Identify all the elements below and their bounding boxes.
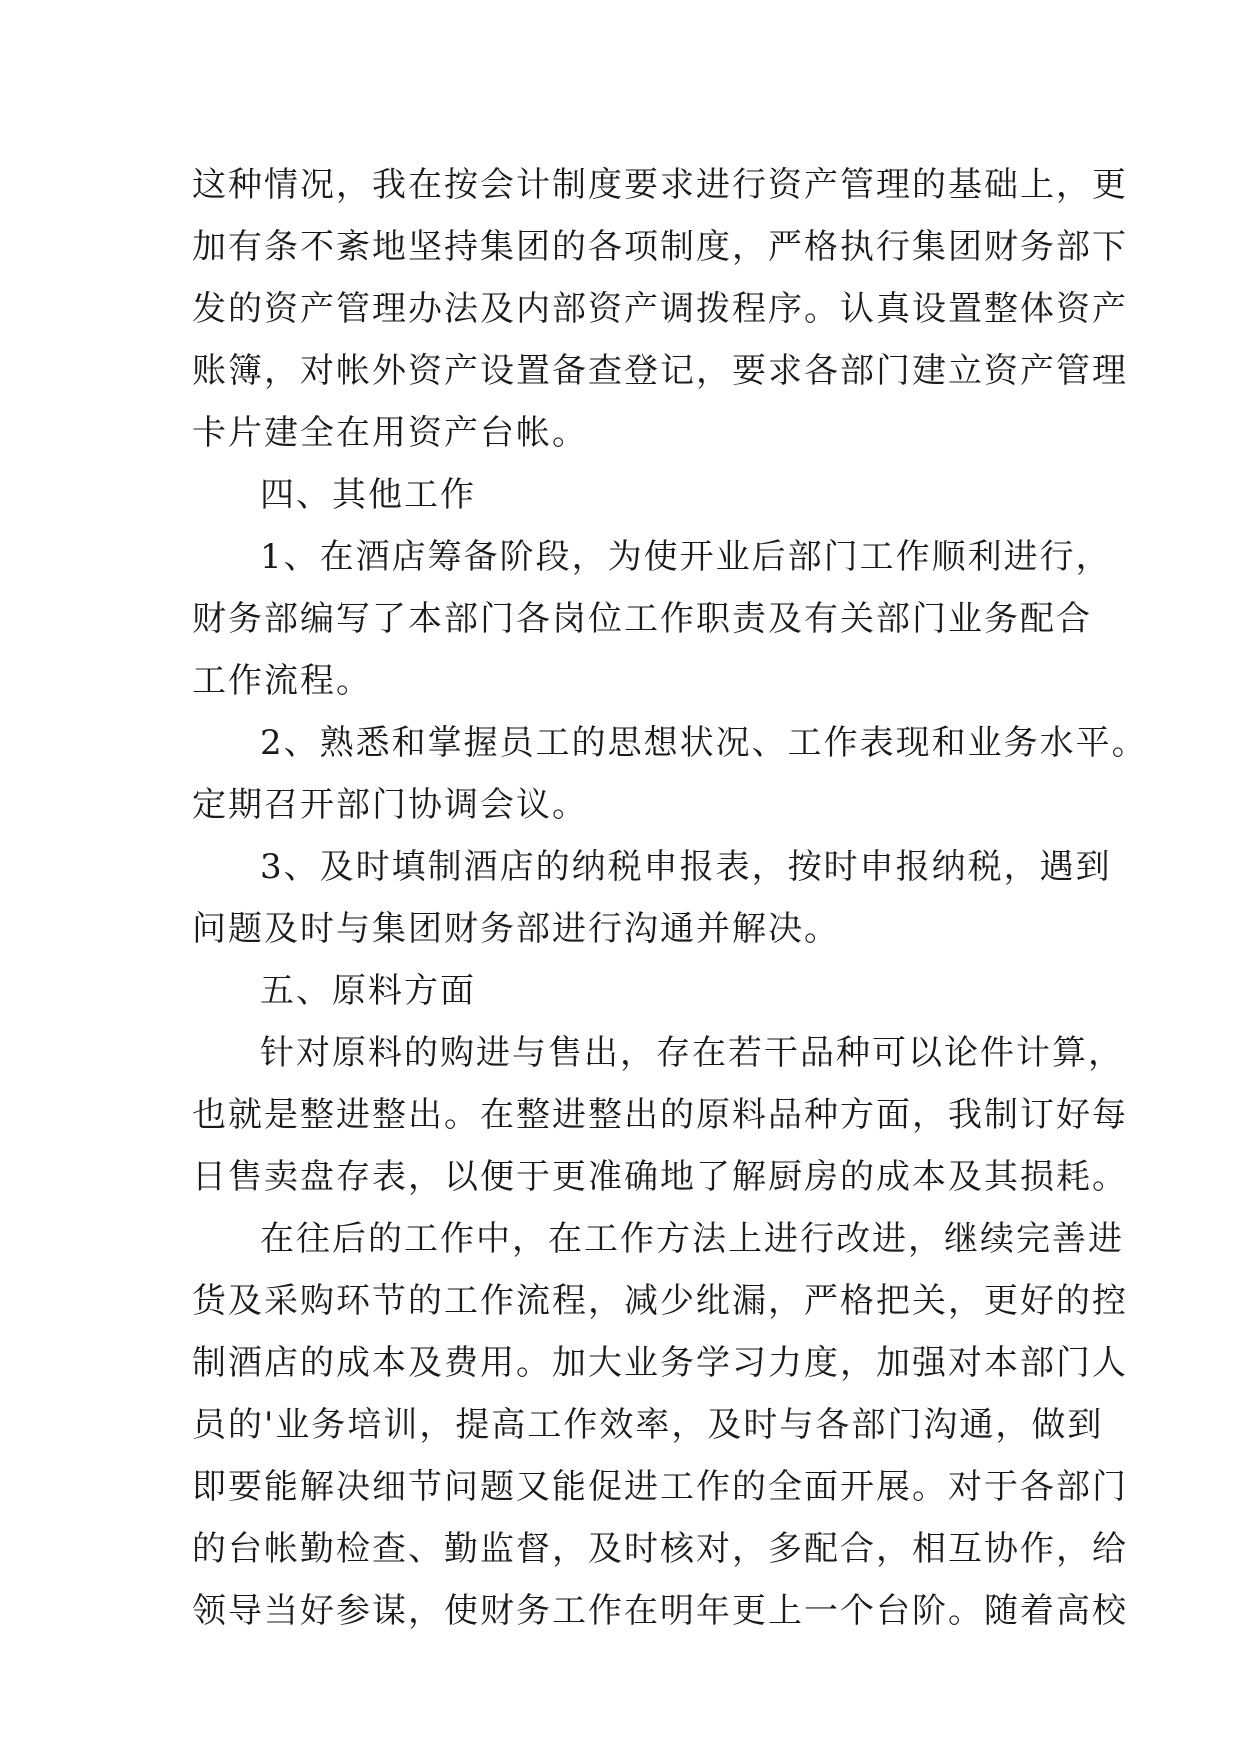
text-line: 也就是整进整出。在整进整出的原料品种方面，我制订好每 <box>192 1095 1128 1135</box>
text-line: 员的'业务培训，提高工作效率，及时与各部门沟通，做到 <box>192 1405 1104 1445</box>
text-line: 工作流程。 <box>192 661 372 701</box>
text-line: 财务部编写了本部门各岗位工作职责及有关部门业务配合 <box>192 599 1092 639</box>
text-line: 在往后的工作中，在工作方法上进行改进，继续完善进 <box>260 1219 1124 1259</box>
text-line: 这种情况，我在按会计制度要求进行资产管理的基础上，更 <box>192 165 1128 205</box>
text-line: 2、熟悉和掌握员工的思想状况、工作表现和业务水平。 <box>260 723 1148 763</box>
text-line: 1、在酒店筹备阶段，为使开业后部门工作顺利进行， <box>260 537 1112 577</box>
text-line: 的台帐勤检查、勤监督，及时核对，多配合，相互协作，给 <box>192 1529 1128 1569</box>
text-line: 加有条不紊地坚持集团的各项制度，严格执行集团财务部下 <box>192 227 1128 267</box>
text-line: 货及采购环节的工作流程，减少纰漏，严格把关，更好的控 <box>192 1281 1128 1321</box>
text-line: 3、及时填制酒店的纳税申报表，按时申报纳税，遇到 <box>260 847 1112 887</box>
text-line: 针对原料的购进与售出，存在若干品种可以论件计算， <box>260 1033 1124 1073</box>
text-line: 账簿，对帐外资产设置备查登记，要求各部门建立资产管理 <box>192 351 1128 391</box>
text-line: 领导当好参谋，使财务工作在明年更上一个台阶。随着高校 <box>192 1591 1128 1631</box>
text-line: 发的资产管理办法及内部资产调拨程序。认真设置整体资产 <box>192 289 1128 329</box>
text-line: 问题及时与集团财务部进行沟通并解决。 <box>192 909 840 949</box>
document-body <box>192 154 1148 1642</box>
text-line: 即要能解决细节问题又能促进工作的全面开展。对于各部门 <box>192 1467 1128 1507</box>
text-line: 日售卖盘存表，以便于更准确地了解厨房的成本及其损耗。 <box>192 1157 1128 1197</box>
section-heading: 五、原料方面 <box>260 971 476 1011</box>
text-line: 卡片建全在用资产台帐。 <box>192 413 588 453</box>
text-line: 制酒店的成本及费用。加大业务学习力度，加强对本部门人 <box>192 1343 1128 1383</box>
text-line: 定期召开部门协调会议。 <box>192 785 588 825</box>
section-heading: 四、其他工作 <box>260 475 476 515</box>
